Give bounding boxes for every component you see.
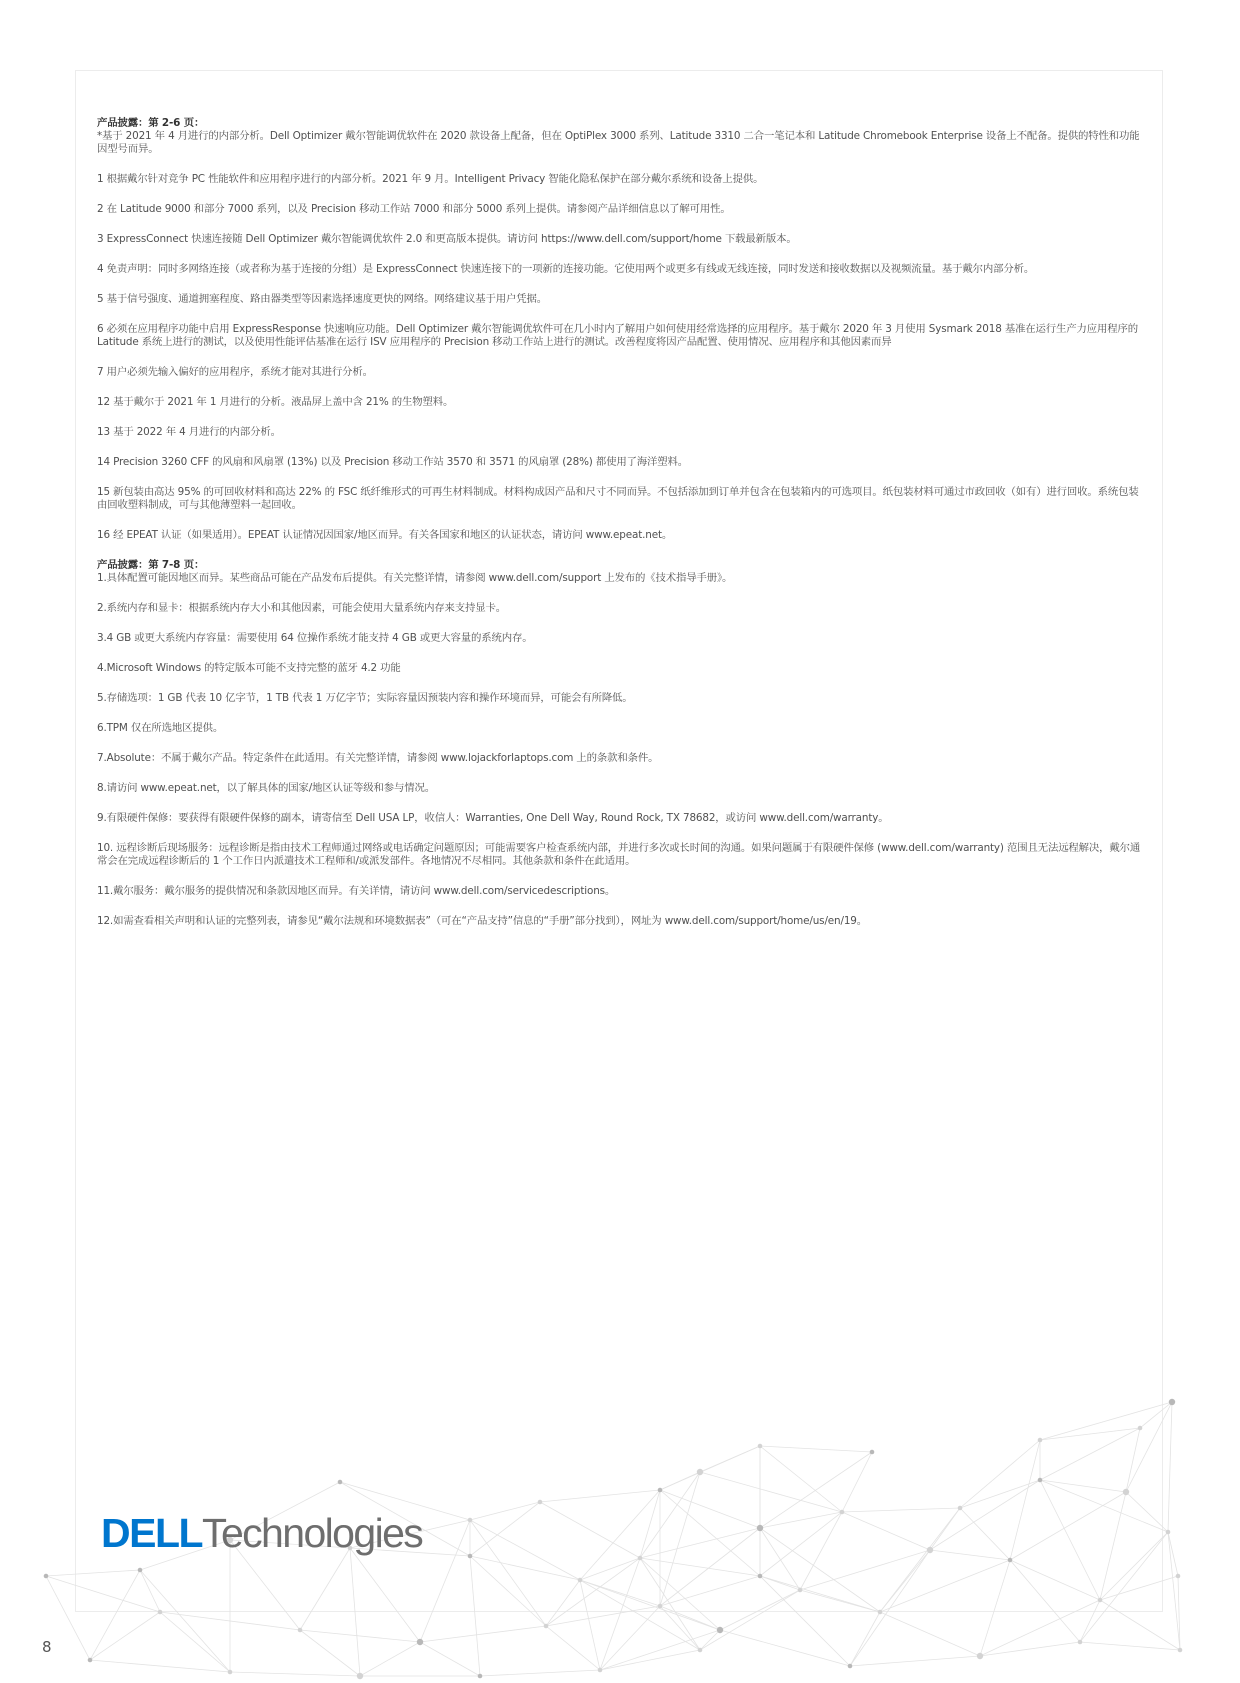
- network-node: [417, 1639, 423, 1645]
- network-node: [1169, 1399, 1175, 1405]
- network-line: [46, 1570, 140, 1576]
- network-line: [1080, 1642, 1180, 1650]
- footnote: 8.请访问 www.epeat.net，以了解具体的国家/地区认证等级和参与情况。: [97, 782, 435, 794]
- footnote: *基于 2021 年 4 月进行的内部分析。Dell Optimizer 戴尔智能调优软件在 2020 款设备上配备，但在 OptiPlex 3000 系列、Latitude 3310 二合一笔记本和 Latitude Chromebook Enterprise 设备上不配备。提供的特性和功能因型号而异。: [97, 130, 1140, 155]
- network-node: [758, 1444, 763, 1449]
- network-line: [1040, 1480, 1168, 1532]
- network-line: [580, 1580, 720, 1630]
- network-node: [658, 1488, 663, 1493]
- network-line: [720, 1590, 800, 1630]
- network-line: [470, 1520, 546, 1626]
- network-node: [1098, 1598, 1103, 1603]
- network-line: [1126, 1492, 1168, 1532]
- footnote: 13 基于 2022 年 4 月进行的内部分析。: [97, 426, 281, 438]
- network-node: [478, 1674, 483, 1679]
- network-line: [850, 1550, 930, 1666]
- network-line: [1126, 1428, 1140, 1492]
- network-node: [598, 1668, 603, 1673]
- network-line: [600, 1558, 640, 1670]
- logo-dell-wordmark: DELL: [101, 1510, 203, 1556]
- network-line: [140, 1570, 230, 1672]
- footnote: 3.4 GB 或更大系统内存容量：需要使用 64 位操作系统才能支持 4 GB 或更大容量的系统内存。: [97, 632, 533, 644]
- network-node: [870, 1450, 875, 1455]
- network-line: [960, 1440, 1040, 1508]
- footnote: 6 必须在应用程序功能中启用 ExpressResponse 快速响应功能。Dell Optimizer 戴尔智能调优软件可在几小时内了解用户如何使用经常选择的应用程序。基于戴尔 2020 年 3 月使用 Sysmark 2018 基准在运行生产力应用程序的 Latitude 系统上进行的测试，以及使用性能评估基准在运行 ISV 应用程序的 Precision 移动工作站上进行的测试。改善程度将因产品配置、使用情况、应用程序和其他因素而异: [97, 323, 1138, 348]
- footnote: 10. 远程诊断后现场服务：远程诊断是指由技术工程师通过网络或电话确定问题原因；可能需要客户检查系统内部，并进行多次或长时间的沟通。如果问题属于有限硬件保修 (www.dell.com/warranty) 范围且无法远程解决，戴尔通常会在完成远程诊断后的 1 个工作日内派遣技术工程师和/或派发部件。各地情况不尽相同。其他条款和条件在此适用。: [97, 842, 1141, 867]
- footnote: 2.系统内存和显卡：根据系统内存大小和其他因素，可能会使用大量系统内存来支持显卡。: [97, 602, 506, 614]
- network-line: [842, 1452, 872, 1512]
- network-line: [230, 1672, 360, 1676]
- footnote: 7.Absolute：不属于戴尔产品。特定条件在此适用。有关完整详情，请参阅 www.lojackforlaptops.com 上的条款和条件。: [97, 752, 659, 764]
- network-line: [640, 1490, 660, 1558]
- network-line: [980, 1560, 1010, 1656]
- footnote: 5 基于信号强度、通道拥塞程度、路由器类型等因素选择速度更快的网络。网络建议基于用户凭据。: [97, 293, 547, 305]
- network-line: [350, 1548, 420, 1642]
- network-line: [580, 1558, 640, 1580]
- network-line: [480, 1670, 600, 1676]
- network-line: [1100, 1600, 1180, 1650]
- footnote: 14 Precision 3260 CFF 的风扇和风扇罩 (13%) 以及 Precision 移动工作站 3570 和 3571 的风扇罩 (28%) 都使用了海洋塑料。: [97, 456, 689, 468]
- network-node: [1166, 1530, 1171, 1535]
- network-line: [470, 1556, 546, 1626]
- network-line: [300, 1548, 350, 1630]
- network-line: [300, 1630, 360, 1676]
- network-line: [800, 1512, 842, 1590]
- network-line: [842, 1512, 930, 1550]
- network-node: [1123, 1489, 1129, 1495]
- network-node: [338, 1480, 343, 1485]
- network-node: [958, 1506, 963, 1511]
- network-node: [1078, 1640, 1083, 1645]
- network-node: [1038, 1478, 1043, 1483]
- network-node: [1178, 1648, 1183, 1653]
- network-node: [848, 1664, 853, 1669]
- network-line: [760, 1528, 880, 1612]
- footnote: 12.如需查看相关声明和认证的完整列表，请参见“戴尔法规和环境数据表”（可在“产品支持”信息的“手册”部分找到），网址为 www.dell.com/support/home/us/en/19。: [97, 915, 867, 927]
- network-line: [660, 1528, 760, 1606]
- network-line: [360, 1642, 420, 1676]
- network-line: [760, 1576, 800, 1590]
- network-line: [1010, 1440, 1040, 1560]
- network-line: [46, 1576, 160, 1612]
- network-node: [840, 1510, 845, 1515]
- network-line: [960, 1480, 1040, 1508]
- network-line: [160, 1612, 230, 1672]
- network-line: [540, 1490, 660, 1502]
- network-line: [660, 1576, 760, 1606]
- network-line: [580, 1490, 660, 1580]
- network-line: [760, 1512, 842, 1576]
- network-line: [760, 1528, 800, 1590]
- network-node: [468, 1554, 473, 1559]
- footnote: 1.具体配置可能因地区而异。某些商品可能在产品发布后提供。有关完整详情，请参阅 www.dell.com/support 上发布的《技术指导手册》。: [97, 572, 733, 584]
- footnote: 16 经 EPEAT 认证（如果适用）。EPEAT 认证情况因国家/地区而异。有关各国家和地区的认证状态，请访问 www.epeat.net。: [97, 529, 673, 541]
- network-node: [1138, 1426, 1143, 1431]
- footnote: 12 基于戴尔于 2021 年 1 月进行的分析。液晶屏上盖中含 21% 的生物塑料。: [97, 396, 454, 408]
- network-node: [1176, 1574, 1181, 1579]
- network-node: [927, 1547, 933, 1553]
- network-line: [1040, 1428, 1140, 1440]
- network-line: [850, 1656, 980, 1666]
- network-node: [638, 1556, 643, 1561]
- network-line: [700, 1472, 842, 1512]
- section-title: 产品披露：第 2-6 页：: [97, 117, 205, 129]
- network-line: [546, 1558, 640, 1626]
- network-line: [90, 1570, 140, 1660]
- network-node: [88, 1658, 93, 1663]
- network-line: [760, 1446, 872, 1452]
- network-node: [578, 1578, 583, 1583]
- network-node: [697, 1469, 703, 1475]
- network-line: [930, 1480, 1040, 1550]
- network-node: [798, 1588, 803, 1593]
- network-node: [138, 1568, 143, 1573]
- network-node: [1008, 1558, 1013, 1563]
- network-node: [357, 1673, 363, 1679]
- footnote: 11.戴尔服务：戴尔服务的提供情况和条款因地区而异。有关详情，请访问 www.dell.com/servicedescriptions。: [97, 885, 616, 897]
- network-line: [470, 1556, 580, 1580]
- network-node: [544, 1624, 549, 1629]
- network-node: [1038, 1438, 1043, 1443]
- network-line: [720, 1630, 850, 1666]
- network-node: [158, 1610, 163, 1615]
- network-node: [298, 1628, 303, 1633]
- footnote: 6.TPM 仅在所选地区提供。: [97, 722, 224, 734]
- network-node: [468, 1518, 473, 1523]
- network-line: [540, 1502, 640, 1558]
- disclosures-content: [97, 117, 1143, 945]
- network-node: [228, 1670, 233, 1675]
- network-line: [470, 1502, 540, 1520]
- section-title: 产品披露：第 7-8 页：: [97, 559, 205, 571]
- network-line: [760, 1452, 872, 1528]
- network-line: [140, 1570, 160, 1612]
- network-line: [300, 1630, 420, 1642]
- network-line: [880, 1550, 930, 1612]
- network-line: [842, 1508, 960, 1512]
- network-line: [470, 1556, 480, 1676]
- network-line: [660, 1490, 760, 1528]
- network-line: [350, 1548, 360, 1676]
- network-line: [90, 1660, 230, 1672]
- network-line: [850, 1612, 880, 1666]
- network-line: [800, 1590, 880, 1612]
- network-node: [878, 1610, 883, 1615]
- dell-technologies-logo: [101, 1510, 422, 1554]
- network-line: [1040, 1480, 1100, 1600]
- network-line: [1168, 1532, 1178, 1576]
- network-line: [470, 1502, 540, 1556]
- network-node: [758, 1574, 763, 1579]
- network-line: [46, 1576, 90, 1660]
- network-line: [660, 1606, 720, 1630]
- network-line: [930, 1550, 1010, 1560]
- network-line: [420, 1520, 470, 1642]
- network-node: [757, 1525, 763, 1531]
- network-line: [1040, 1480, 1126, 1492]
- network-line: [880, 1612, 980, 1656]
- network-line: [420, 1642, 480, 1676]
- network-line: [1010, 1492, 1126, 1560]
- network-node: [717, 1627, 723, 1633]
- network-line: [546, 1580, 580, 1626]
- page-number: 8: [42, 1638, 52, 1656]
- network-line: [546, 1606, 660, 1626]
- network-node: [538, 1500, 543, 1505]
- footnote: 1 根据戴尔针对竞争 PC 性能软件和应用程序进行的内部分析。2021 年 9 月。Intelligent Privacy 智能化隐私保护在部分戴尔系统和设备上提供。: [97, 173, 764, 185]
- network-line: [960, 1508, 1010, 1560]
- footnote: 3 ExpressConnect 快速连接随 Dell Optimizer 戴尔智能调优软件 2.0 和更高版本提供。请访问 https://www.dell.com/support/home 下载最新版本。: [97, 233, 797, 245]
- network-line: [1140, 1402, 1172, 1428]
- network-node: [44, 1574, 49, 1579]
- footnote: 4.Microsoft Windows 的特定版本可能不支持完整的蓝牙 4.2 功能: [97, 662, 401, 674]
- network-line: [1126, 1402, 1172, 1492]
- footnote: 2 在 Latitude 9000 和部分 7000 系列，以及 Precision 移动工作站 7000 和部分 5000 系列上提供。请参阅产品详细信息以了解可用性。: [97, 203, 731, 215]
- footnote: 9.有限硬件保修：要获得有限硬件保修的副本，请寄信至 Dell USA LP，收信人：Warranties, One Dell Way, Round Rock, TX 78682，或访问 www.dell.com/warranty。: [97, 812, 889, 824]
- network-node: [658, 1604, 663, 1609]
- network-line: [1100, 1492, 1126, 1600]
- network-line: [700, 1590, 800, 1650]
- network-line: [420, 1626, 546, 1642]
- network-node: [977, 1653, 983, 1659]
- logo-technologies-wordmark: Technologies: [202, 1510, 423, 1556]
- network-line: [90, 1612, 160, 1660]
- footnote: 15 新包装由高达 95% 的可回收材料和高达 22% 的 FSC 纸纤维形式的可再生材料制成。材料构成因产品和尺寸不同而异。不包括添加到订单并包含在包装箱内的可选项目。纸包装材料可通过市政回收（如有）进行回收。系统包装由回收塑料制成，可与其他薄塑料一起回收。: [97, 486, 1139, 511]
- footnote: 7 用户必须先输入偏好的应用程序，系统才能对其进行分析。: [97, 366, 373, 378]
- network-line: [1168, 1402, 1172, 1532]
- footnote: 4 免责声明：同时多网络连接（或者称为基于连接的分组）是 ExpressConnect 快速连接下的一项新的连接功能。它使用两个或更多有线或无线连接，同时发送和接收数据以及视频流量。基于戴尔内部分析。: [97, 263, 1035, 275]
- network-node: [698, 1648, 703, 1653]
- network-line: [1010, 1560, 1100, 1600]
- footnote: 5.存储选项：1 GB 代表 10 亿字节，1 TB 代表 1 万亿字节；实际容量因预装内容和操作环境而异，可能会有所降低。: [97, 692, 633, 704]
- network-line: [1040, 1402, 1172, 1440]
- network-line: [1010, 1560, 1080, 1642]
- network-line: [760, 1446, 842, 1512]
